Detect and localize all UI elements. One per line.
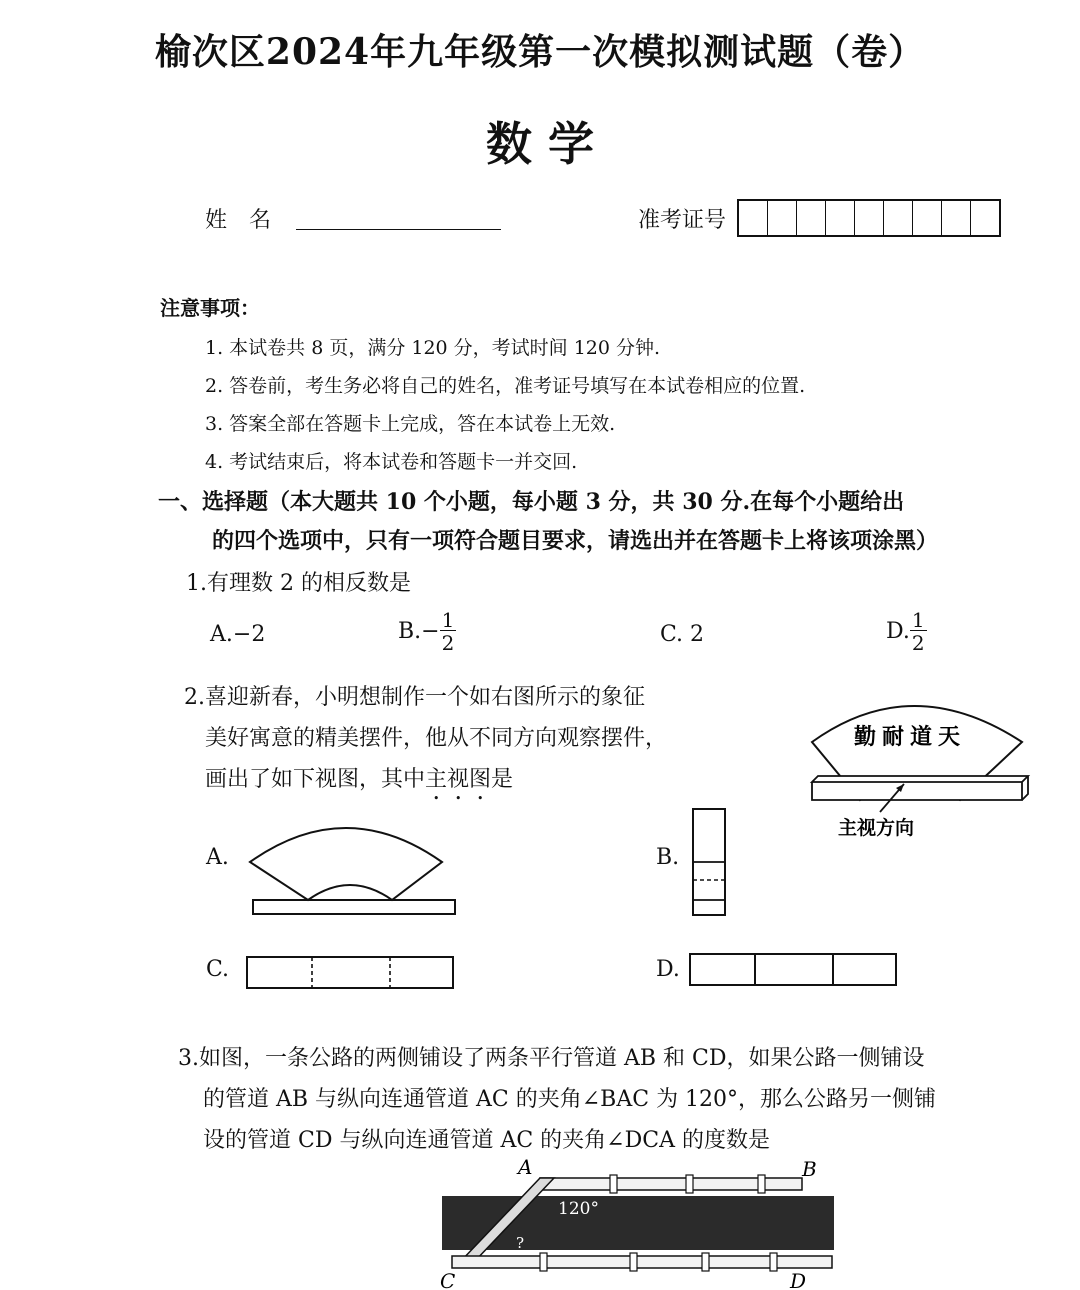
point-label-d: D bbox=[790, 1269, 807, 1290]
exam-id-box[interactable] bbox=[913, 201, 942, 235]
q2-option-b-figure bbox=[690, 806, 730, 920]
pipe-joint bbox=[630, 1253, 637, 1271]
exam-id-boxes[interactable] bbox=[737, 199, 1001, 237]
exam-id-box[interactable] bbox=[768, 201, 797, 235]
q1-option-b-prefix: B.− bbox=[398, 619, 440, 644]
q2-stem-line2: 美好寓意的精美摆件，他从不同方向观察摆件， bbox=[205, 726, 668, 751]
pipe-joint bbox=[770, 1253, 777, 1271]
angle-dca-label: ? bbox=[516, 1234, 525, 1252]
section-heading-cont: 的四个选项中，只有一项符合题目要求，请选出并在答题卡上将该项涂黑） bbox=[212, 528, 939, 554]
exam-id-box[interactable] bbox=[971, 201, 999, 235]
view-direction-label: 主视方向 bbox=[838, 817, 915, 839]
exam-id-box[interactable] bbox=[942, 201, 971, 235]
fan-shape bbox=[250, 828, 442, 900]
fraction-numerator: 1 bbox=[441, 608, 455, 632]
q2-option-b-label: B. bbox=[656, 845, 680, 870]
q1-option-a: A.−2 bbox=[210, 622, 266, 647]
q2-option-d-label: D. bbox=[656, 957, 680, 982]
q2-option-a-figure bbox=[246, 812, 461, 920]
view-rect bbox=[690, 954, 896, 985]
subject-title: 数 学 bbox=[485, 117, 594, 171]
road-pipes-figure bbox=[430, 1152, 845, 1290]
fraction-numerator: 1 bbox=[911, 608, 925, 632]
base-rect bbox=[253, 900, 455, 914]
q2-stem-line1: 2.喜迎新春，小明想制作一个如右图所示的象征 bbox=[184, 685, 645, 710]
exam-title: 榆次区2024年九年级第一次模拟测试题（卷） bbox=[154, 31, 926, 73]
q1-option-d-fraction bbox=[910, 610, 927, 653]
exam-id-label: 准考证号 bbox=[638, 208, 727, 233]
fraction-denominator: 2 bbox=[911, 631, 925, 655]
pipe-joint bbox=[702, 1253, 709, 1271]
q2-stem-text: 是 bbox=[491, 767, 514, 792]
pipe-joint bbox=[610, 1175, 617, 1193]
q2-stem-line3 bbox=[205, 762, 513, 805]
q1-option-c: C. 2 bbox=[660, 622, 705, 647]
q1-option-d bbox=[886, 610, 927, 653]
notice-item: 2. 答卷前，考生务必将自己的姓名，准考证号填写在本试卷相应的位置. bbox=[205, 375, 806, 397]
section-heading: 一、选择题（本大题共 10 个小题，每小题 3 分，共 30 分.在每个小题给出 bbox=[158, 489, 905, 515]
angle-bac-label: 120° bbox=[558, 1199, 599, 1219]
pipe-joint bbox=[758, 1175, 765, 1193]
ornament-base bbox=[812, 776, 1028, 800]
q2-option-c-figure bbox=[244, 954, 456, 992]
exam-id-box[interactable] bbox=[855, 201, 884, 235]
point-label-b: B bbox=[802, 1157, 817, 1181]
q1-stem: 1.有理数 2 的相反数是 bbox=[186, 571, 411, 596]
top-view-rect bbox=[247, 957, 453, 988]
q2-emphasis: 主视图 bbox=[425, 767, 492, 792]
q2-stem-text: 画出了如下视图，其中 bbox=[205, 767, 426, 792]
q3-stem-line3: 设的管道 CD 与纵向连通管道 AC 的夹角∠DCA 的度数是 bbox=[203, 1128, 770, 1153]
pipe-joint bbox=[686, 1175, 693, 1193]
notice-heading: 注意事项： bbox=[160, 296, 260, 320]
notice-item: 1. 本试卷共 8 页，满分 120 分，考试时间 120 分钟. bbox=[205, 337, 661, 359]
q2-option-a-label: A. bbox=[206, 845, 229, 870]
pipe-joint bbox=[540, 1253, 547, 1271]
q3-stem-line2: 的管道 AB 与纵向连通管道 AC 的夹角∠BAC 为 120°，那么公路另一侧铺 bbox=[203, 1087, 937, 1112]
q1-option-b-fraction bbox=[440, 610, 457, 653]
exam-id-box[interactable] bbox=[884, 201, 913, 235]
exam-id-box[interactable] bbox=[797, 201, 826, 235]
q3-stem-line1: 3.如图，一条公路的两侧铺设了两条平行管道 AB 和 CD，如果公路一侧铺设 bbox=[178, 1046, 925, 1071]
point-label-c: C bbox=[440, 1269, 456, 1290]
q1-option-b bbox=[398, 610, 456, 653]
notice-item: 4. 考试结束后，将本试卷和答题卡一并交回. bbox=[205, 451, 578, 473]
fan-ornament-text: 勤耐道天 bbox=[853, 724, 967, 750]
q2-option-d-figure bbox=[687, 951, 899, 989]
exam-id-box[interactable] bbox=[826, 201, 855, 235]
q2-option-c-label: C. bbox=[206, 957, 230, 982]
exam-id-box[interactable] bbox=[739, 201, 768, 235]
q1-option-d-prefix: D. bbox=[886, 619, 910, 644]
point-label-a: A bbox=[518, 1155, 533, 1179]
name-label: 姓 名 bbox=[205, 208, 272, 233]
name-blank[interactable] bbox=[296, 229, 501, 230]
fraction-denominator: 2 bbox=[441, 631, 455, 655]
fan-ornament-figure bbox=[800, 680, 1040, 850]
notice-item: 3. 答案全部在答题卡上完成，答在本试卷上无效. bbox=[205, 413, 616, 435]
